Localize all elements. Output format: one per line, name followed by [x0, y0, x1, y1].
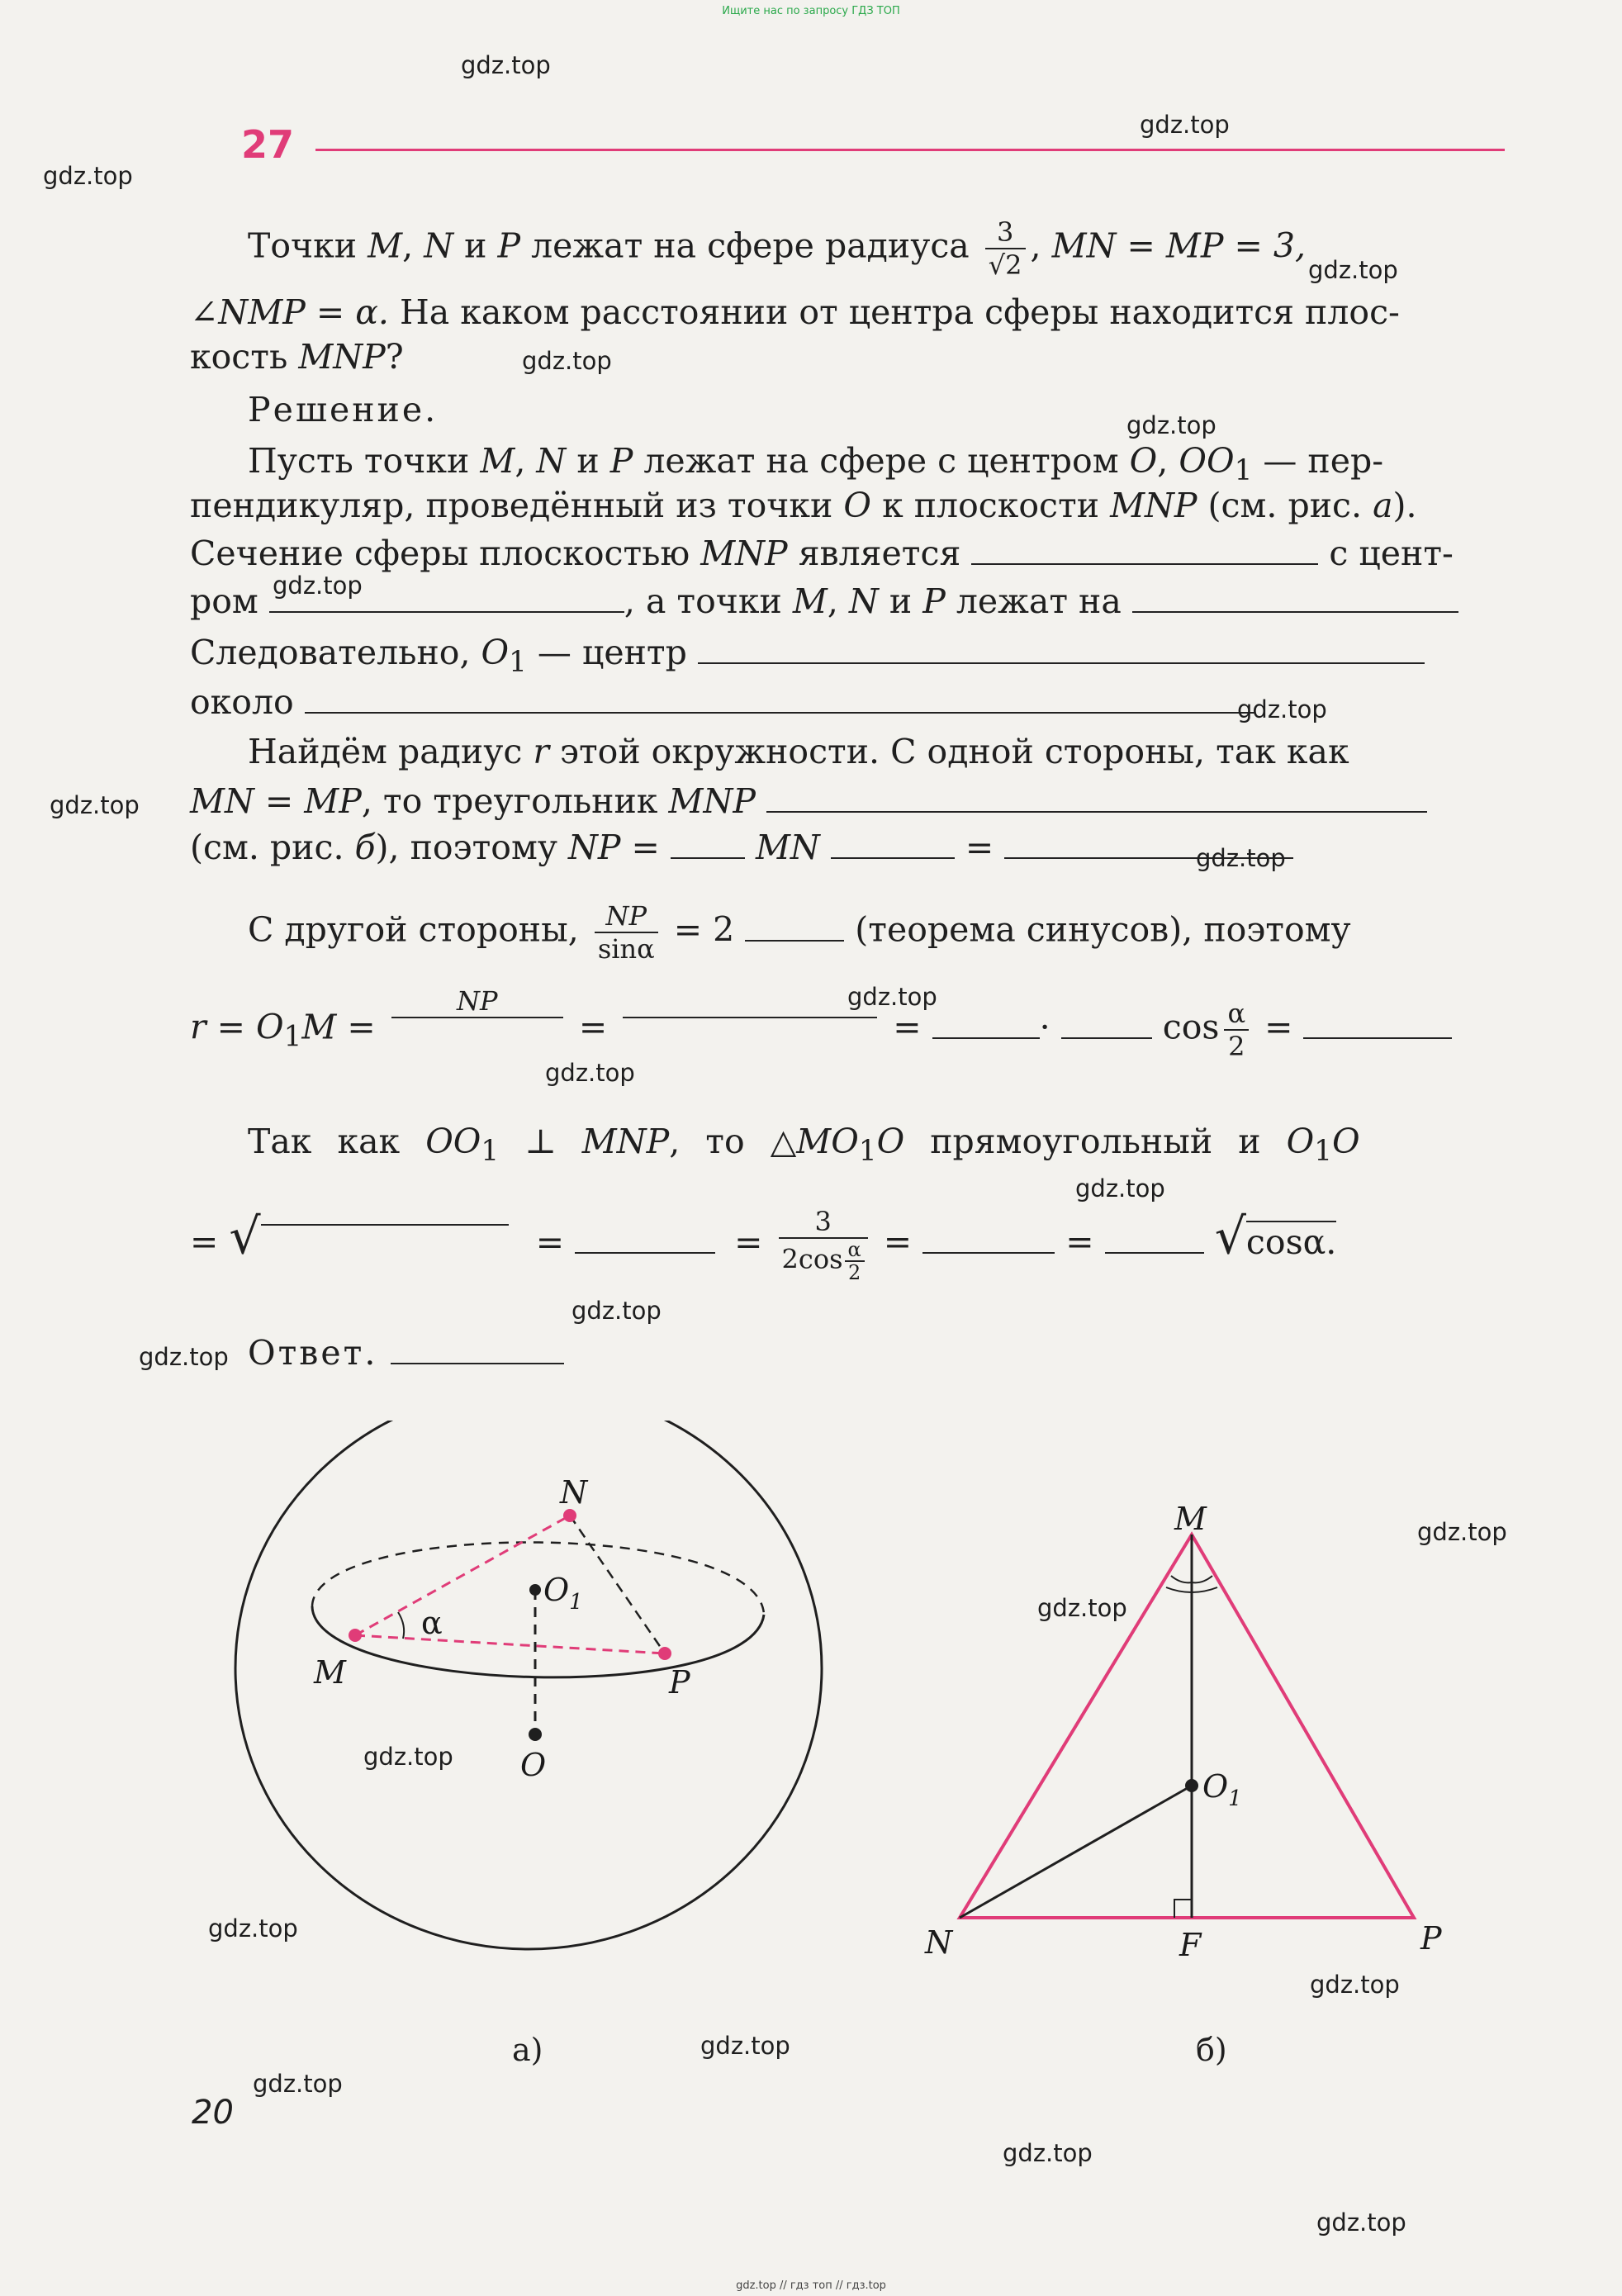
para1-line-2: пендикуляр, проведённый из точки O к плоскости MNP (см. рис. а).	[190, 486, 1417, 525]
para1-line-5: Следовательно, $O_1$ — центр	[190, 631, 1425, 684]
section-circle-front	[312, 1606, 764, 1677]
answer-label: Ответ.	[248, 1331, 564, 1374]
blank-triangle-type[interactable]	[766, 783, 1427, 813]
watermark: gdz.top	[363, 1743, 453, 1771]
para2-line-3: (см. рис. б), поэтому NP = MN =	[190, 826, 1293, 869]
header-rule	[315, 149, 1505, 151]
watermark: gdz.top	[1037, 1594, 1127, 1622]
np-over-sin-fraction: $\frac{NP}{\sin\alpha}$	[595, 900, 658, 965]
distance-fraction: 3 2cos $\frac{\alpha}{2}$	[779, 1206, 868, 1283]
task-number: 27	[241, 122, 295, 167]
point-o1	[1185, 1779, 1198, 1792]
point-o	[529, 1728, 542, 1741]
blank-radius-trig[interactable]	[1061, 1009, 1152, 1039]
segment-mn	[355, 1516, 570, 1635]
watermark: gdz.top	[1237, 695, 1327, 723]
para1-line-4: ром , а точки M, N и P лежат на	[190, 580, 1458, 623]
angle-arc-right	[1192, 1576, 1212, 1582]
blank-points-lie-on[interactable]	[1132, 583, 1458, 613]
segment-mp	[355, 1635, 665, 1653]
watermark: gdz.top	[700, 2032, 790, 2060]
blank-np-trig[interactable]	[831, 829, 955, 859]
para4-radius-formula: $r = O_1M$ = NP = = · cos $\frac{\alpha}{2}$ =	[190, 998, 1452, 1062]
watermark: gdz.top	[571, 1297, 662, 1325]
label-m: M	[314, 1654, 346, 1691]
point-p	[658, 1647, 671, 1660]
watermark: gdz.top	[1126, 411, 1216, 439]
watermark: gdz.top	[1310, 1971, 1400, 1999]
label-m: M	[1174, 1501, 1207, 1537]
watermark: gdz.top	[253, 2070, 343, 2098]
problem-line-1: Точки M, N и P лежат на сфере радиуса $\frac{3}{√2}$ , MN = MP = 3,	[248, 216, 1306, 281]
label-p: P	[669, 1664, 690, 1701]
figure-b-caption: б)	[1196, 2032, 1227, 2068]
watermark: gdz.top	[273, 572, 363, 600]
blank-section-type[interactable]	[971, 535, 1318, 565]
problem-line-3: кость MNP?	[190, 337, 404, 377]
blank-distance-step-3[interactable]	[1105, 1224, 1204, 1254]
radius-fraction-blank[interactable]	[623, 985, 877, 1050]
point-n	[563, 1509, 576, 1522]
para5-line-2: = √ = = 3 2cos $\frac{\alpha}{2}$ = = √cosα.	[190, 1206, 1337, 1284]
solution-heading: Решение.	[248, 390, 439, 429]
segment-np	[570, 1516, 665, 1653]
watermark: gdz.top	[522, 347, 612, 375]
radius-fraction: $\frac{3}{√2}$	[985, 216, 1026, 281]
page-number: 20	[192, 2094, 234, 2132]
blank-radius-factor[interactable]	[932, 1009, 1040, 1039]
blank-distance-step-2[interactable]	[922, 1224, 1055, 1254]
watermark: gdz.top	[139, 1343, 229, 1371]
para3-sine-theorem: С другой стороны, $\frac{NP}{\sin\alpha}$ = 2 (теорема синусов), поэтому	[248, 900, 1351, 965]
blank-root-expression[interactable]	[261, 1224, 509, 1259]
watermark: gdz.top	[1316, 2208, 1406, 2237]
label-alpha: α	[421, 1605, 443, 1641]
problem-line-2: ∠NMP = α. На каком расстоянии от центра сферы находится плос-	[190, 292, 1400, 332]
watermark: gdz.top	[1417, 1518, 1507, 1546]
label-n: N	[925, 1924, 953, 1957]
watermark: gdz.top	[50, 791, 140, 819]
blank-answer[interactable]	[391, 1335, 564, 1364]
segment-o1n	[960, 1786, 1192, 1918]
figure-a-sphere	[190, 1421, 851, 1990]
right-angle-mark	[1174, 1900, 1192, 1918]
watermark: gdz.top	[847, 983, 937, 1011]
watermark: gdz.top	[1308, 256, 1398, 284]
watermark: gdz.top	[1075, 1174, 1165, 1203]
point-o1	[529, 1584, 541, 1596]
blank-distance-step-1[interactable]	[575, 1224, 715, 1254]
label-o1: $O_1$	[1202, 1768, 1242, 1811]
blank-sine-theorem-value[interactable]	[745, 912, 844, 942]
bottom-links[interactable]: gdz.top // гдз топ // гдз.top	[736, 2279, 886, 2292]
watermark: gdz.top	[1140, 111, 1230, 139]
watermark: gdz.top	[1003, 2139, 1093, 2167]
watermark: gdz.top	[461, 51, 551, 79]
watermark: gdz.top	[208, 1914, 298, 1943]
watermark: gdz.top	[1196, 844, 1286, 872]
radius-fraction-np: NP	[391, 985, 563, 1050]
para2-line-1: Найдём радиус r этой окружности. С одной стороны, так как	[248, 732, 1349, 771]
label-f: F	[1179, 1927, 1202, 1957]
angle-arc-left	[1171, 1576, 1192, 1582]
point-m	[349, 1629, 362, 1642]
para1-line-3: Сечение сферы плоскостью MNP является с цент-	[190, 534, 1454, 573]
half-alpha-fraction: $\frac{\alpha}{2}$	[1224, 998, 1249, 1062]
watermark: gdz.top	[43, 162, 133, 190]
top-search-hint[interactable]: Ищите нас по запросу ГДЗ ТОП	[722, 5, 900, 17]
label-o1: $O_1$	[543, 1572, 583, 1615]
para5-line-1: Так как $OO_1$ ⊥ MNP, то $\triangle MO_1O$ прямоугольный и $O_1O$	[248, 1122, 1360, 1169]
blank-circumscribed-around[interactable]	[305, 684, 1254, 714]
para1-line-1: Пусть точки M, N и P лежат на сфере с центром O, $OO_1$ — пер-	[248, 441, 1384, 488]
label-n: N	[560, 1474, 588, 1511]
label-o: O	[520, 1747, 547, 1783]
figure-a-caption: а)	[512, 2032, 543, 2068]
blank-center-of[interactable]	[698, 634, 1425, 664]
section-circle-back	[312, 1542, 764, 1615]
para2-line-2: MN = MP, то треугольник MNP	[190, 780, 1427, 823]
blank-radius-result[interactable]	[1303, 1009, 1452, 1039]
angle-alpha-arc	[398, 1612, 404, 1639]
figure-b-triangle	[908, 1495, 1487, 1957]
label-p: P	[1420, 1920, 1442, 1957]
para1-line-6: около	[190, 681, 1254, 723]
watermark: gdz.top	[545, 1059, 635, 1087]
blank-np-coefficient[interactable]	[671, 829, 745, 859]
